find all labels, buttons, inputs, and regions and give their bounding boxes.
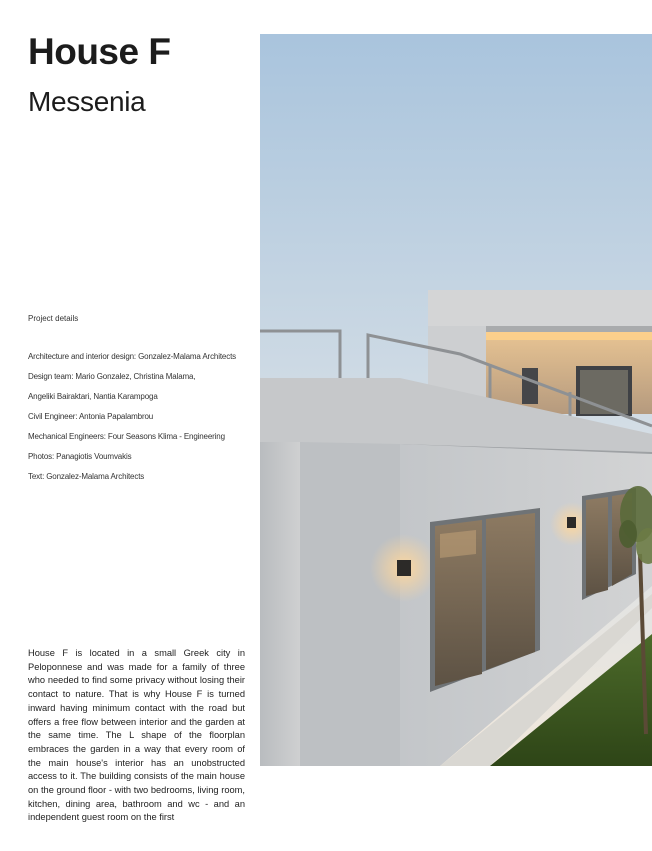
main-wall-front [260, 442, 300, 766]
credit-civil-engineer: Civil Engineer: Antonia Papalambrou [28, 412, 154, 421]
credit-architecture: Architecture and interior design: Gonzalez-Malama Architects [28, 352, 236, 361]
credit-design-team-continued: Angeliki Bairaktari, Nantia Karampoga [28, 392, 158, 401]
page-title: House F [28, 31, 171, 72]
house-photo [260, 34, 652, 766]
credit-mechanical-engineers: Mechanical Engineers: Four Seasons Klima - Engineering [28, 432, 225, 441]
page-subtitle: Messenia [28, 86, 146, 117]
project-credits [28, 352, 253, 492]
credit-design-team: Design team: Mario Gonzalez, Christina Malama, [28, 372, 196, 381]
wall-light-far [567, 517, 576, 528]
main-wall-corner [300, 442, 400, 766]
body-text: House F is located in a small Greek city in Peloponnese and was made for a family of three who needed to find some privacy without losing their contact to nature. That is why House F is turned inward having minimum contact with the road but offers a free flow between interior and the garden at the same time. The L shape of the floorplan embraces the garden in a way that every room of the main house's interior has an unobstructed access to it. The building consists of the main house on the ground floor - with two bedrooms, living room, kitchen, dining area, bathroom and wc - and an independent guest room on the first [28, 648, 245, 823]
credit-photos: Photos: Panagiotis Voumvakis [28, 452, 132, 461]
project-details-heading: Project details [28, 314, 79, 323]
credit-text: Text: Gonzalez-Malama Architects [28, 472, 145, 481]
wall-light [397, 560, 411, 576]
